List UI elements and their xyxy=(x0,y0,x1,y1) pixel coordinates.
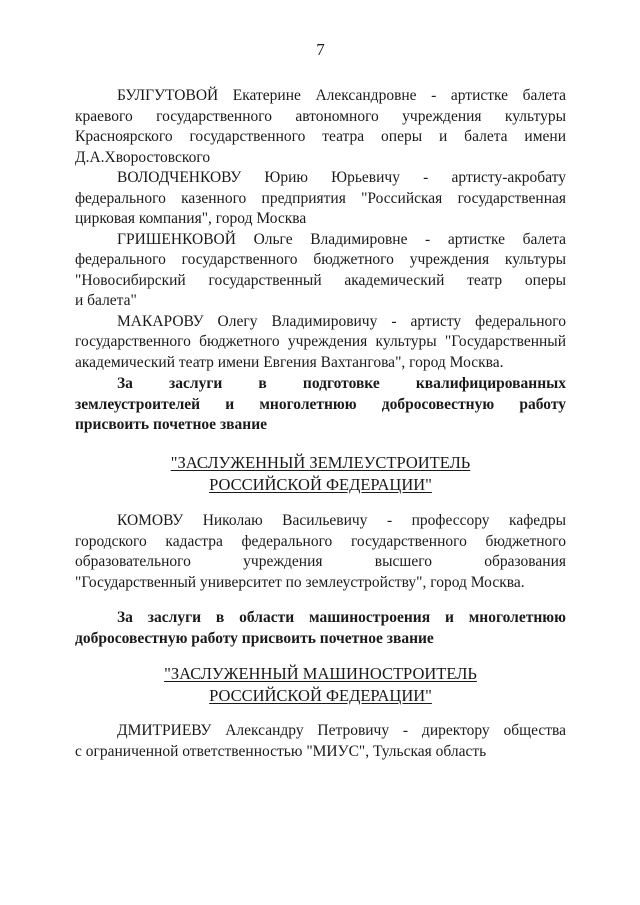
title-line: "ЗАСЛУЖЕННЫЙ МАШИНОСТРОИТЕЛЬ xyxy=(164,664,477,683)
text-line: "Новосибирский государственный академический театр оперы xyxy=(75,271,566,289)
text-line: ДМИТРИЕВУ Александру Петровичу - директору общества xyxy=(117,722,566,739)
text-line: академический театр имени Евгения Вахтангова", город Москва. xyxy=(75,353,504,371)
title-line: РОССИЙСКОЙ ФЕДЕРАЦИИ" xyxy=(209,686,432,705)
text-line: ВОЛОДЧЕНКОВУ Юрию Юрьевичу - артисту-акробату xyxy=(117,169,566,186)
text-line: государственного бюджетного учреждения культуры "Государственный xyxy=(75,333,566,350)
section-1-awardees xyxy=(75,511,566,593)
text-line: городского кадастра федерального государственного бюджетного xyxy=(75,532,566,550)
text-line: КОМОВУ Николаю Васильевичу - профессору кафедры xyxy=(117,512,566,529)
text-line: ГРИШЕНКОВОЙ Ольге Владимировне - артистке балета xyxy=(117,230,566,248)
text-line: цирковая компания", город Москва xyxy=(75,210,307,227)
text-line: образовательного учреждения высшего образования xyxy=(75,553,566,570)
text-line: добросовестную работу присвоить почетное звание xyxy=(75,629,434,647)
text-line: с ограниченной ответственностью "МИУС", Тульская область xyxy=(75,742,487,760)
text-line: За заслуги в области машиностроения и многолетнюю xyxy=(117,609,566,626)
awardee-list-continued xyxy=(75,86,566,373)
text-line: землеустроителей и многолетнюю добросовестную работу xyxy=(75,395,566,413)
text-line: и балета" xyxy=(75,292,137,309)
title-line: РОССИЙСКОЙ ФЕДЕРАЦИИ" xyxy=(209,475,432,494)
page-number: 7 xyxy=(316,40,325,59)
text-line: федерального казенного предприятия "Российская государственная xyxy=(75,189,566,207)
section-1-preamble xyxy=(75,374,566,436)
text-line: МАКАРОВУ Олегу Владимировичу - артисту федерального xyxy=(117,312,566,330)
text-line: "Государственный университет по землеустройству", город Москва. xyxy=(75,573,525,591)
title-line: "ЗАСЛУЖЕННЫЙ ЗЕМЛЕУСТРОИТЕЛЬ xyxy=(170,453,471,472)
section-1-title xyxy=(75,452,566,496)
section-2-preamble xyxy=(75,608,566,649)
text-line: присвоить почетное звание xyxy=(75,416,268,433)
text-line: Д.А.Хворостовского xyxy=(75,148,211,166)
text-line: Красноярского государственного театра оперы и балета имени xyxy=(75,128,566,145)
text-line: краевого государственного автономного учреждения культуры xyxy=(75,107,566,125)
text-line: федерального государственного бюджетного учреждения культуры xyxy=(75,251,566,268)
text-line: За заслуги в подготовке квалифицированных xyxy=(117,375,566,392)
section-2-awardees xyxy=(75,721,566,762)
text-line: БУЛГУТОВОЙ Екатерине Александровне - артистке балета xyxy=(117,87,566,104)
section-2-title xyxy=(75,663,566,707)
